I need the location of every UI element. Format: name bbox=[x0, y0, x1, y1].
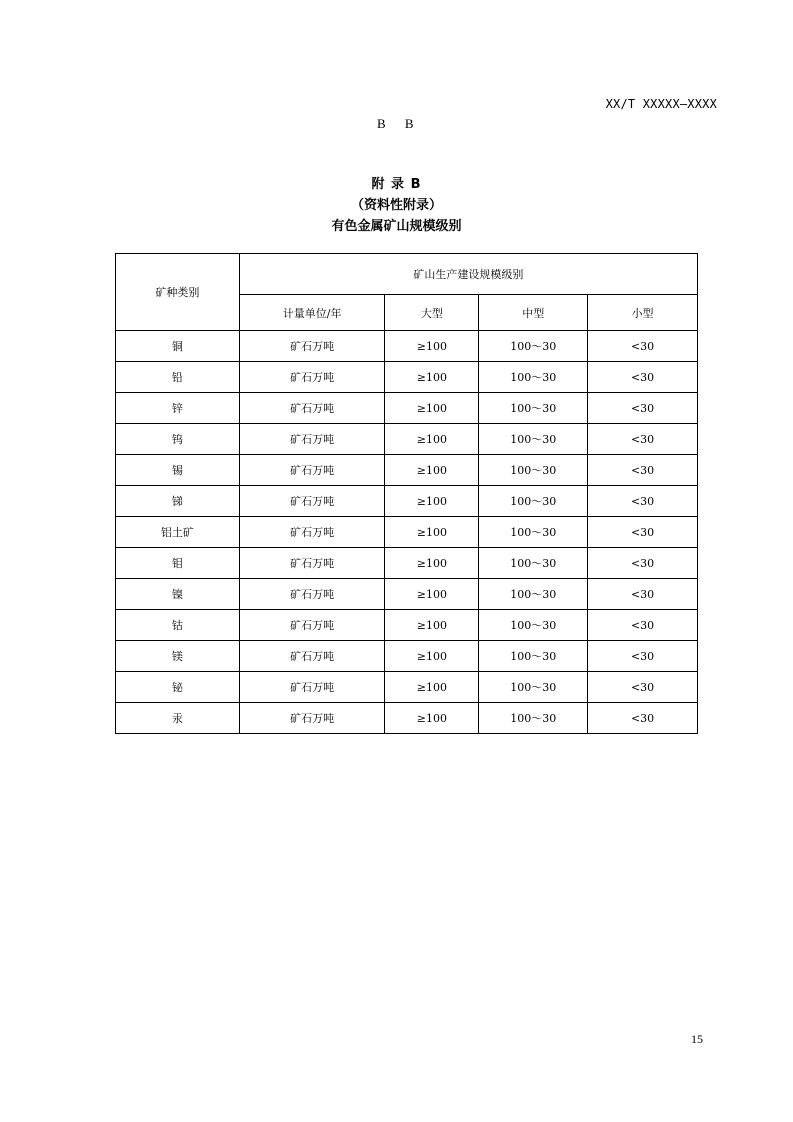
cell-medium: 100～30 bbox=[479, 424, 588, 455]
column-group-header: 矿山生产建设规模级别 bbox=[239, 254, 697, 295]
cell-medium: 100～30 bbox=[479, 548, 588, 579]
cell-unit: 矿石万吨 bbox=[239, 548, 385, 579]
cell-medium: 100～30 bbox=[479, 703, 588, 734]
cell-medium: 100～30 bbox=[479, 362, 588, 393]
mine-scale-table bbox=[115, 253, 698, 734]
cell-large: ≥100 bbox=[385, 331, 479, 362]
cell-medium: 100～30 bbox=[479, 486, 588, 517]
cell-medium: 100～30 bbox=[479, 331, 588, 362]
cell-mineral: 镍 bbox=[116, 579, 240, 610]
cell-large: ≥100 bbox=[385, 393, 479, 424]
table-row bbox=[116, 455, 698, 486]
cell-unit: 矿石万吨 bbox=[239, 672, 385, 703]
cell-mineral: 锑 bbox=[116, 486, 240, 517]
appendix-subtitle: （资料性附录） bbox=[350, 198, 442, 213]
table-body bbox=[116, 331, 698, 734]
cell-small: <30 bbox=[588, 579, 698, 610]
cell-medium: 100～30 bbox=[479, 517, 588, 548]
document-code: XX/T XXXXX—XXXX bbox=[605, 97, 717, 111]
column-header-large: 大型 bbox=[385, 295, 479, 331]
cell-medium: 100～30 bbox=[479, 579, 588, 610]
cell-unit: 矿石万吨 bbox=[239, 517, 385, 548]
table-row bbox=[116, 672, 698, 703]
cell-small: <30 bbox=[588, 610, 698, 641]
cell-unit: 矿石万吨 bbox=[239, 331, 385, 362]
cell-medium: 100～30 bbox=[479, 610, 588, 641]
header-marks: B B bbox=[377, 116, 414, 131]
table-row bbox=[116, 517, 698, 548]
cell-mineral: 锌 bbox=[116, 393, 240, 424]
cell-unit: 矿石万吨 bbox=[239, 455, 385, 486]
cell-mineral: 钨 bbox=[116, 424, 240, 455]
cell-large: ≥100 bbox=[385, 579, 479, 610]
cell-mineral: 钼 bbox=[116, 548, 240, 579]
cell-large: ≥100 bbox=[385, 672, 479, 703]
cell-mineral: 汞 bbox=[116, 703, 240, 734]
table-row bbox=[116, 486, 698, 517]
column-header-medium: 中型 bbox=[479, 295, 588, 331]
cell-large: ≥100 bbox=[385, 703, 479, 734]
cell-large: ≥100 bbox=[385, 641, 479, 672]
cell-medium: 100～30 bbox=[479, 393, 588, 424]
cell-unit: 矿石万吨 bbox=[239, 610, 385, 641]
table-row bbox=[116, 362, 698, 393]
cell-large: ≥100 bbox=[385, 424, 479, 455]
cell-unit: 矿石万吨 bbox=[239, 393, 385, 424]
table-title: 有色金属矿山规模级别 bbox=[331, 219, 462, 234]
cell-small: <30 bbox=[588, 703, 698, 734]
table-row bbox=[116, 424, 698, 455]
cell-mineral: 锡 bbox=[116, 455, 240, 486]
cell-unit: 矿石万吨 bbox=[239, 641, 385, 672]
table-row bbox=[116, 610, 698, 641]
cell-large: ≥100 bbox=[385, 517, 479, 548]
cell-unit: 矿石万吨 bbox=[239, 703, 385, 734]
cell-small: <30 bbox=[588, 641, 698, 672]
cell-small: <30 bbox=[588, 331, 698, 362]
cell-small: <30 bbox=[588, 486, 698, 517]
cell-mineral: 铝土矿 bbox=[116, 517, 240, 548]
cell-mineral: 镁 bbox=[116, 641, 240, 672]
cell-medium: 100～30 bbox=[479, 641, 588, 672]
column-header-small: 小型 bbox=[588, 295, 698, 331]
cell-large: ≥100 bbox=[385, 362, 479, 393]
cell-mineral: 铜 bbox=[116, 331, 240, 362]
table-row bbox=[116, 331, 698, 362]
cell-small: <30 bbox=[588, 362, 698, 393]
appendix-title: 附 录 B bbox=[371, 177, 422, 192]
column-header-category: 矿种类别 bbox=[116, 254, 240, 331]
cell-large: ≥100 bbox=[385, 486, 479, 517]
cell-small: <30 bbox=[588, 393, 698, 424]
cell-large: ≥100 bbox=[385, 548, 479, 579]
cell-unit: 矿石万吨 bbox=[239, 424, 385, 455]
column-header-unit: 计量单位/年 bbox=[239, 295, 385, 331]
cell-large: ≥100 bbox=[385, 610, 479, 641]
table-row bbox=[116, 548, 698, 579]
cell-small: <30 bbox=[588, 672, 698, 703]
cell-small: <30 bbox=[588, 517, 698, 548]
cell-medium: 100～30 bbox=[479, 672, 588, 703]
page-number: 15 bbox=[691, 1032, 703, 1046]
cell-small: <30 bbox=[588, 424, 698, 455]
table-row bbox=[116, 393, 698, 424]
cell-mineral: 钴 bbox=[116, 610, 240, 641]
cell-unit: 矿石万吨 bbox=[239, 486, 385, 517]
cell-mineral: 铅 bbox=[116, 362, 240, 393]
cell-small: <30 bbox=[588, 455, 698, 486]
table-header-row bbox=[116, 254, 698, 295]
appendix-heading bbox=[0, 174, 793, 237]
cell-unit: 矿石万吨 bbox=[239, 362, 385, 393]
table-row bbox=[116, 703, 698, 734]
table-row bbox=[116, 579, 698, 610]
cell-unit: 矿石万吨 bbox=[239, 579, 385, 610]
cell-large: ≥100 bbox=[385, 455, 479, 486]
cell-medium: 100～30 bbox=[479, 455, 588, 486]
cell-mineral: 铋 bbox=[116, 672, 240, 703]
table-row bbox=[116, 641, 698, 672]
cell-small: <30 bbox=[588, 548, 698, 579]
